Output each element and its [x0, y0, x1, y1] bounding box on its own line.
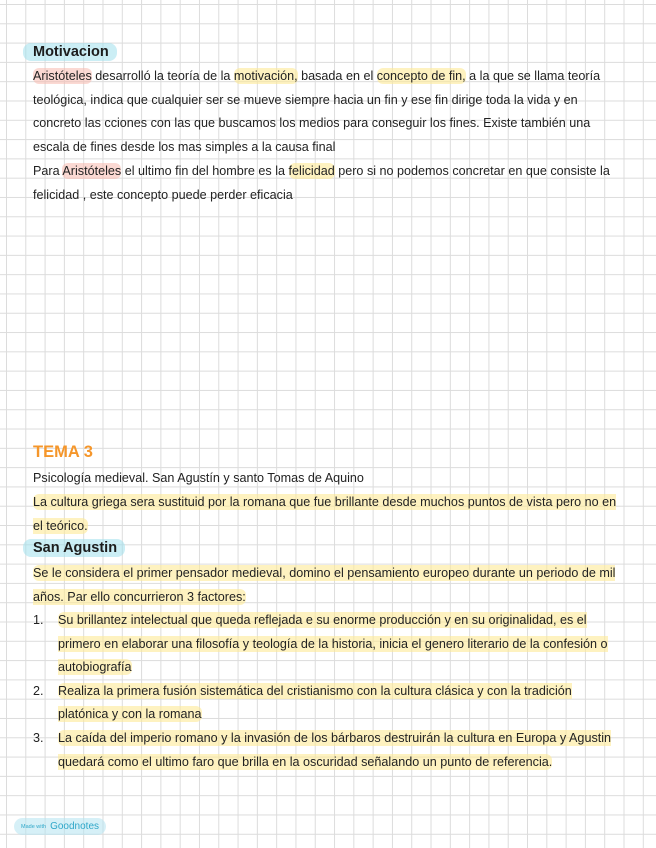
text-span: Para — [33, 164, 63, 178]
heading-highlight: Motivacion — [23, 43, 117, 61]
text-span: pero si no podemos concretar en que consiste la felicidad , este concepto puede perder eficacia — [33, 164, 610, 202]
text-span: desarrolló la teoría de la — [91, 69, 234, 83]
text-span: basada en el — [297, 69, 377, 83]
list-item — [33, 727, 623, 774]
text-span: motivación, — [233, 69, 298, 83]
motivacion-paragraph-2 — [33, 160, 619, 207]
tema-3-subtitle: Psicología medieval. San Agustín y santo Tomas de Aquino — [33, 471, 364, 485]
list-item — [33, 609, 623, 680]
list-item — [33, 680, 623, 727]
made-with-label: Made with — [21, 823, 47, 830]
text-span: La cultura griega sera sustituid por la romana que fue brillante desde muchos puntos de vista pero no en el teórico. — [33, 495, 617, 533]
san-agustin-intro — [33, 562, 619, 609]
text-span: concepto de fin, — [376, 69, 466, 83]
motivacion-paragraph-1 — [33, 65, 619, 159]
text-span: a la que se llama teoría teológica, indica que cualquier ser se mueve siempre hacia un fin y ese fin dirige toda la vida y en concreto las cciones con las que buscamos los medios para conseguir los fines. Existe también una escala de fines desde los mas simples a la causa final — [33, 69, 601, 154]
text-span: felicidad — [288, 164, 335, 178]
list-text: Realiza la primera fusión sistemática del cristianismo con la cultura clásica y con la tradición platónica y con la romana — [58, 683, 572, 722]
heading-highlight: San Agustin — [23, 539, 125, 557]
list-text: Su brillantez intelectual que queda reflejada e su enorme producción y en su originalidad, es el primero en elaborar una filosofía y teología de la historia, inicia el genero literario de la confesión o autobiografía — [58, 613, 608, 675]
text-span: Se le considera el primer pensador medieval, domino el pensamiento europeo durante un periodo de mil años. Par ello concurrieron 3 factores: — [33, 566, 616, 604]
text-span: Aristóteles — [33, 69, 92, 83]
text-span: Aristóteles — [62, 164, 122, 178]
text-span: el ultimo fin del hombre es la — [121, 164, 289, 178]
list-text: La caída del imperio romano y la invasión de los bárbaros destruirán la cultura en Europa y Agustin quedará como el ultimo faro que brilla en la oscuridad señalando un punto de referencia. — [58, 730, 612, 769]
made-with-goodnotes-badge — [14, 818, 106, 835]
tema-3-intro — [33, 491, 619, 538]
heading-motivacion — [33, 44, 117, 60]
list-number: 1. — [33, 613, 44, 627]
factors-list — [33, 609, 623, 774]
brand-label: Goodnotes — [50, 821, 100, 832]
list-number: 2. — [33, 683, 44, 698]
tema-3-title: TEMA 3 — [33, 443, 93, 461]
heading-san-agustin — [33, 540, 125, 556]
list-number: 3. — [33, 730, 44, 745]
